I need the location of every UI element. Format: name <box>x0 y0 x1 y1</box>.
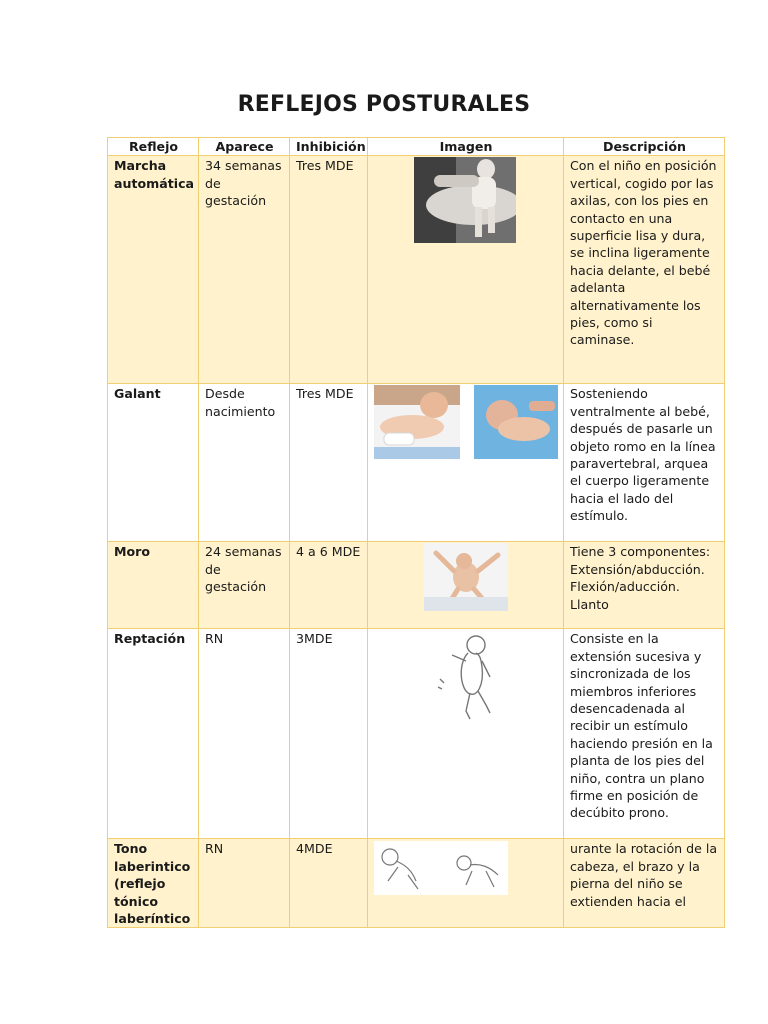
table-row <box>108 384 725 542</box>
cell-imagen <box>368 629 564 839</box>
table-row <box>108 629 725 839</box>
baby-galant-photo-2 <box>474 385 558 459</box>
cell-imagen <box>368 839 564 928</box>
page-title: REFLEJOS POSTURALES <box>237 92 531 117</box>
cell-aparece: 34 semanas de gestación <box>199 156 290 384</box>
cell-aparece: 24 semanas de gestación <box>199 542 290 629</box>
cell-reflejo: Moro <box>108 542 199 629</box>
baby-galant-photo-1 <box>374 385 460 459</box>
cell-descripcion: Tiene 3 componentes: Extensión/abducción. Flexión/aducción. Llanto <box>564 542 725 629</box>
cell-descripcion: urante la rotación de la cabeza, el brazo y la pierna del niño se extienden hacia el <box>564 839 725 928</box>
cell-inhibicion: Tres MDE <box>290 156 368 384</box>
cell-reflejo: Galant <box>108 384 199 542</box>
cell-imagen <box>368 542 564 629</box>
baby-crawling-sketch <box>432 631 502 723</box>
header-reflejo: Reflejo <box>108 138 199 156</box>
baby-moro-photo <box>424 543 508 611</box>
baby-labyrinthine-sketch <box>374 841 508 895</box>
header-descripcion: Descripción <box>564 138 725 156</box>
cell-imagen <box>368 384 564 542</box>
cell-inhibicion: 4MDE <box>290 839 368 928</box>
cell-reflejo: Marcha automática <box>108 156 199 384</box>
header-inhibicion: Inhibición <box>290 138 368 156</box>
cell-reflejo: Tono laberintico (reflejo tónico laberíntico <box>108 839 199 928</box>
cell-inhibicion: 3MDE <box>290 629 368 839</box>
table-row <box>108 156 725 384</box>
cell-inhibicion: Tres MDE <box>290 384 368 542</box>
reflexes-table <box>107 137 725 928</box>
cell-aparece: RN <box>199 839 290 928</box>
table-header-row <box>108 138 725 156</box>
header-aparece: Aparece <box>199 138 290 156</box>
cell-inhibicion: 4 a 6 MDE <box>290 542 368 629</box>
cell-descripcion: Consiste en la extensión sucesiva y sincronizada de los miembros inferiores desencadenada al recibir un estímulo haciendo presión en la planta de los pies del niño, contra un plano firme en posición de decúbito prono. <box>564 629 725 839</box>
cell-reflejo: Reptación <box>108 629 199 839</box>
cell-aparece: RN <box>199 629 290 839</box>
cell-descripcion: Sosteniendo ventralmente al bebé, después de pasarle un objeto romo en la línea paravertebral, arquea el cuerpo ligeramente hacia el lado del estímulo. <box>564 384 725 542</box>
cell-descripcion: Con el niño en posición vertical, cogido por las axilas, con los pies en contacto en una superficie lisa y dura, se inclina ligeramente hacia delante, el bebé adelanta alternativamente los pies, como si caminase. <box>564 156 725 384</box>
table-row <box>108 542 725 629</box>
header-imagen: Imagen <box>368 138 564 156</box>
cell-imagen <box>368 156 564 384</box>
baby-stepping-photo <box>414 157 516 243</box>
cell-aparece: Desde nacimiento <box>199 384 290 542</box>
table-row <box>108 839 725 928</box>
